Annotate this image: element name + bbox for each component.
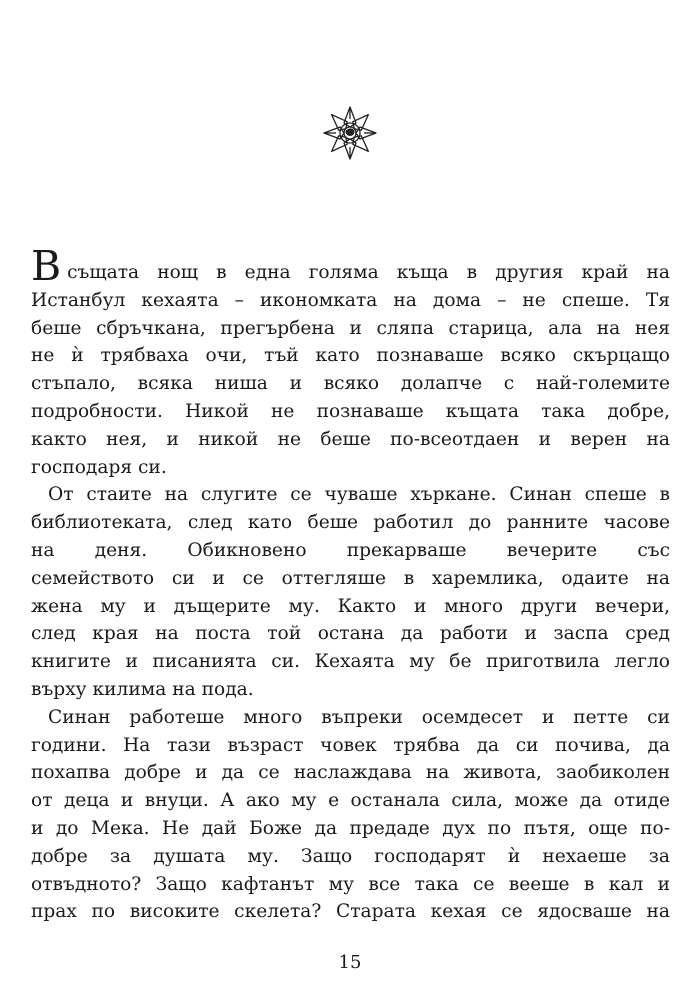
body-text [31,242,670,926]
text-line: години. На тази възраст човек трябва да си почива, да [31,734,670,756]
text-line: както нея, и никой не беше по-всеотдаен и верен на [31,428,670,450]
text-line: добре за душата му. Защо господарят ѝ нехаеше за [31,845,670,867]
text-line: жена му и дъщерите му. Както и много други вечери, [31,595,670,617]
text-line: стъпало, всяка ниша и всяко долапче с най-големите [31,373,670,395]
text-line: от деца и внуци. А ако му е останала сила, може да отиде [31,790,670,812]
text-line: върху килима на пода. [31,678,254,700]
text-line: на деня. Обикновено прекарваше вечерите със [31,539,670,561]
text-line: господаря си. [31,456,167,478]
text-line: не ѝ трябваха очи, тъй като познаваше всяко скърцащо [31,345,670,367]
text-line: Истанбул кехаята – икономката на дома – не спеше. Тя [31,289,670,311]
text-line: след края на поста той остана да работи и заспа сред [31,623,670,645]
text-line: отвъдното? Защо кафтанът му все така се вееше в кал и [31,873,670,895]
text-line: Синан работеше много въпреки осемдесет и петте си [48,706,670,728]
text-line: и до Мека. Не дай Боже да предаде дух по пътя, още по- [31,817,670,839]
text-line: библиотеката, след като беше работил до ранните часове [31,512,670,534]
floral-rosette-icon [322,105,378,161]
text-line: беше сбръчкана, прегърбена и сляпа старица, ала на нея [31,317,670,339]
text-line: прах по високите скелета? Старата кехая се ядосваше на [31,901,670,923]
page-number: 15 [338,952,362,973]
text-line: Всъщата нощ в една голяма къща в другия край на [31,242,670,290]
text-line: подробности. Никой не познаваше къщата така добре, [31,400,670,422]
text-line: похапва добре и да се наслаждава на живота, заобиколен [31,762,670,784]
text-line: книгите и писанията си. Кехаята му бе приготвила легло [31,651,670,673]
text-line: семейството си и се оттегляше в харемлика, одаите на [31,567,670,589]
drop-cap: В [31,242,62,290]
text-line: От стаите на слугите се чуваше хъркане. Синан спеше в [48,484,670,506]
